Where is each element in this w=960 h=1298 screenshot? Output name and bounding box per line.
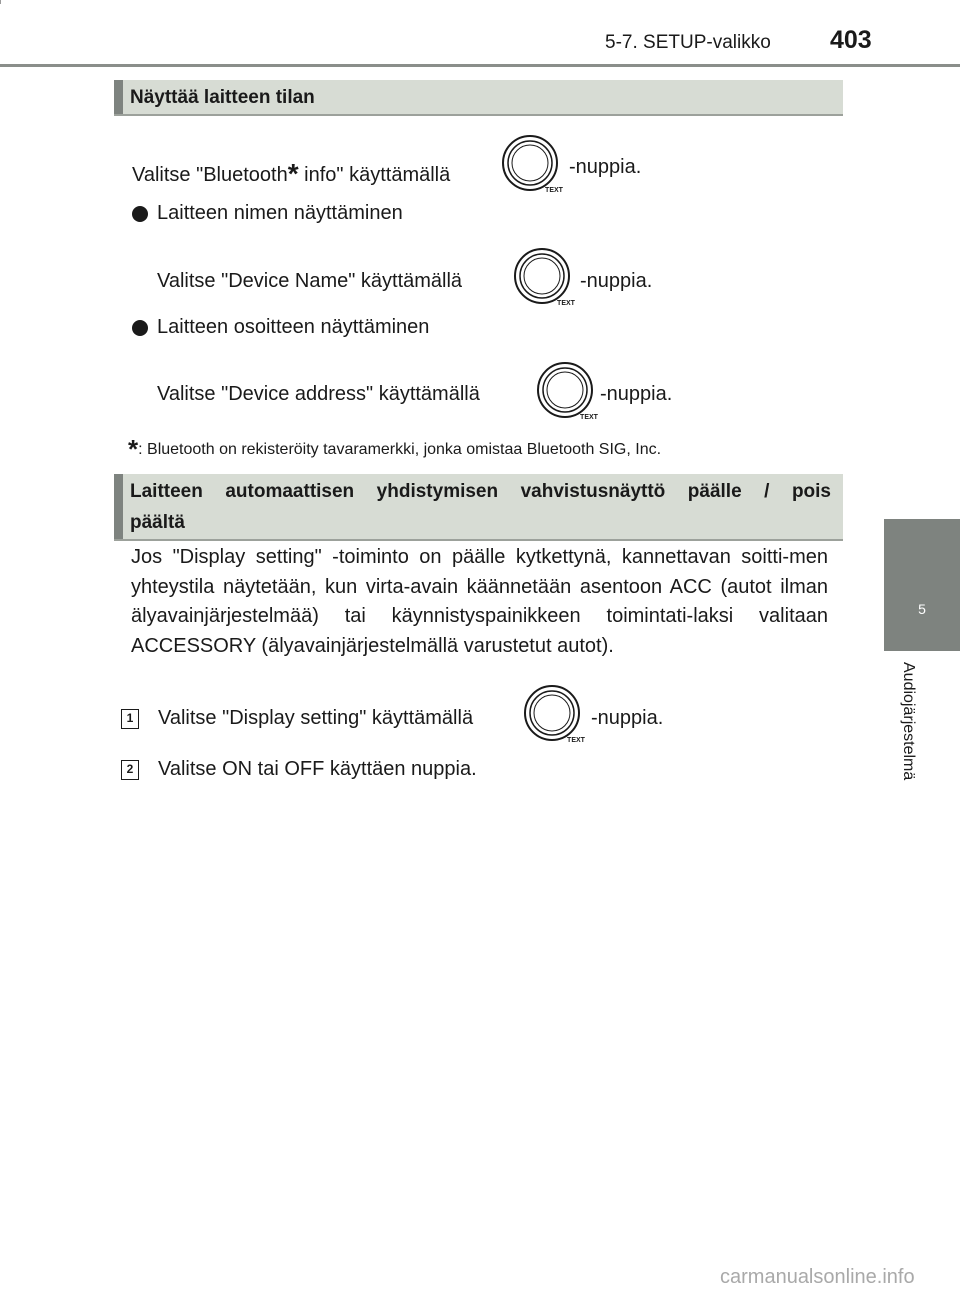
bullet-marker (132, 206, 148, 222)
section-heading-text-line2: päältä (130, 512, 185, 533)
header-rule (0, 64, 960, 67)
tune-knob-icon (500, 134, 564, 198)
section-heading-text: Näyttää laitteen tilan (130, 87, 315, 108)
section-heading-text-line1: Laitteen automaattisen yhdistymisen vahvistusnäyttö päälle / pois (130, 481, 831, 502)
watermark: carmanualsonline.info (720, 1266, 915, 1288)
footnote-marker: * (287, 158, 299, 189)
bullet-marker (132, 320, 148, 336)
header-section-title: 5-7. SETUP-valikko (605, 32, 771, 53)
instruction-text: Valitse "Bluetooth (132, 164, 288, 186)
knob-label: TEXT (567, 737, 585, 744)
instruction-device-address: Valitse "Device address" käyttämällä (157, 383, 480, 405)
tune-knob-icon (512, 247, 576, 311)
knob-label: TEXT (545, 187, 563, 194)
bullet-device-address: Laitteen osoitteen näyttäminen (157, 316, 430, 338)
instruction-suffix: -nuppia. (569, 156, 642, 178)
section-heading-bar (114, 80, 123, 114)
step-number-1: 1 (121, 709, 139, 729)
description-paragraph: Jos "Display setting" -toiminto on päälle kytkettynä, kannettavan soitti-men yhteystila näytetään, kun virta-avain käännetään asentoon ACC (autot ilman älyavainjärjestelmää) tai käynnistyspainikkeen toimintati-laksi valitaan ACCESSORY (älyavainjärjestelmällä varustetut autot). (131, 546, 828, 657)
footnote-bluetooth-trademark (128, 430, 662, 464)
footnote-marker: * (128, 434, 139, 464)
tune-knob-icon (522, 684, 586, 748)
knob-label: TEXT (557, 300, 575, 307)
step-number-2: 2 (121, 760, 139, 780)
bullet-device-name: Laitteen nimen näyttäminen (157, 202, 403, 224)
instruction-suffix: -nuppia. (600, 383, 673, 405)
section-heading-device-status (114, 80, 843, 116)
knob-label: TEXT (580, 414, 598, 421)
step-1-instruction: Valitse "Display setting" käyttämällä (158, 707, 474, 729)
instruction-suffix: -nuppia. (580, 270, 653, 292)
footnote-text: : Bluetooth on rekisteröity tavaramerkki, jonka omistaa Bluetooth SIG, Inc. (138, 441, 662, 458)
tune-knob-icon (535, 361, 599, 425)
step-2-instruction: Valitse ON tai OFF käyttäen nuppia. (158, 758, 477, 780)
instruction-device-name: Valitse "Device Name" käyttämällä (157, 270, 463, 292)
page-number: 403 (830, 26, 872, 54)
chapter-number: 5 (918, 601, 926, 617)
chapter-tab (884, 519, 960, 651)
chapter-label: Audiojärjestelmä (900, 662, 917, 781)
section-heading-bar (114, 474, 123, 539)
instruction-bluetooth-info (132, 156, 450, 188)
instruction-text: info" käyttämällä (298, 164, 451, 186)
section-heading-auto-connect (114, 474, 843, 541)
instruction-suffix: -nuppia. (591, 707, 664, 729)
